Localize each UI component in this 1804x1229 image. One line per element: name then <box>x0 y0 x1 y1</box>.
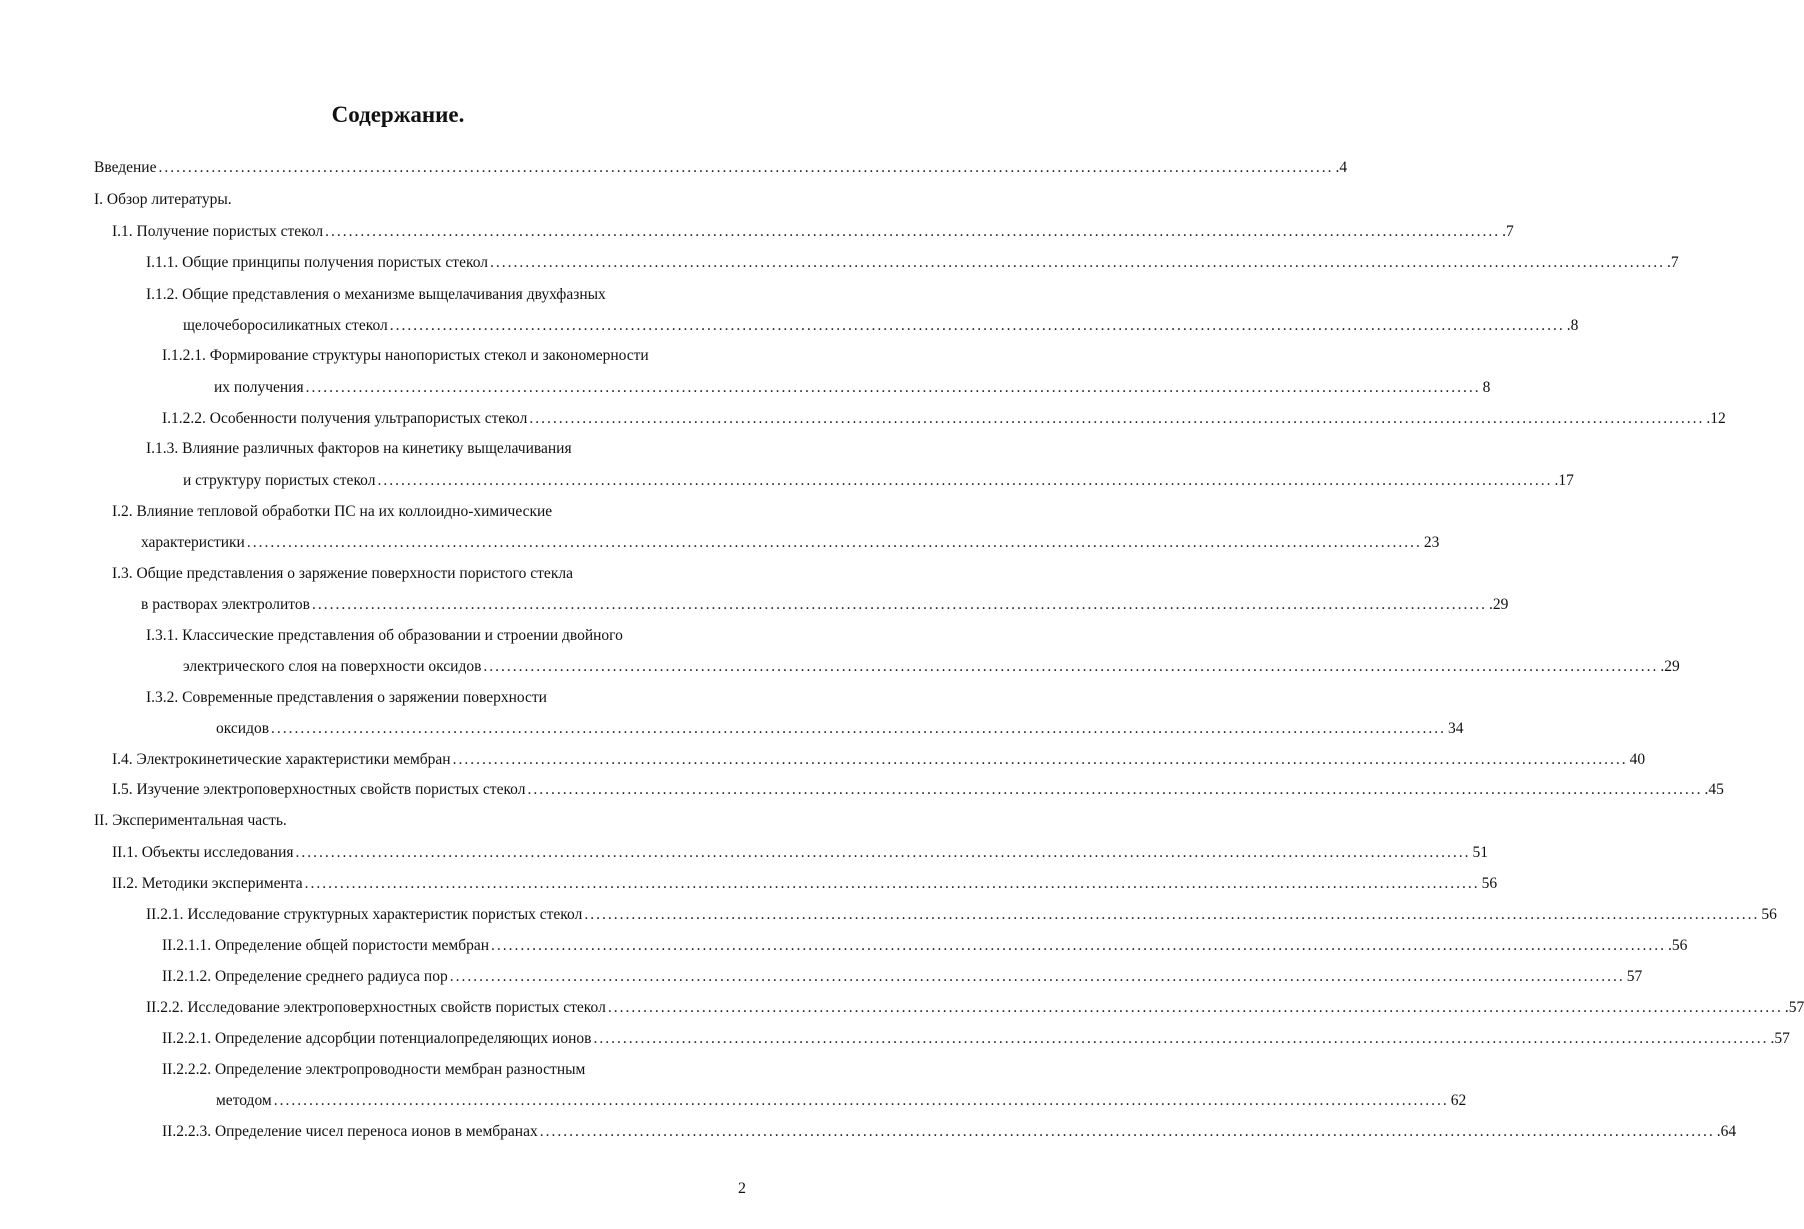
toc-entry-text: в растворах электролитов <box>141 596 310 613</box>
toc-entry <box>146 686 750 710</box>
toc-entry-text: и структуру пористых стекол <box>183 472 376 489</box>
toc-entry-text: II.2.2. Исследование электроповерхностных свойств пористых стекол <box>146 999 606 1016</box>
toc-entry-page: 56 <box>1481 875 1498 892</box>
toc-entry <box>94 809 750 833</box>
toc-entry <box>183 469 1574 493</box>
toc-entry-page: .8 <box>1566 317 1579 334</box>
toc-dot-leader: ........................................................................................................................................................................................................ <box>304 875 1480 892</box>
toc-entry-text: II.2.2.1. Определение адсорбции потенциалопределяющих ионов <box>162 1030 592 1047</box>
toc-entry-text: I.3.2. Современные представления о заряжении поверхности <box>146 689 547 706</box>
toc-entry-text: II.2.2.2. Определение электропроводности мембран разностным <box>162 1061 586 1078</box>
toc-entry <box>162 1027 1790 1051</box>
toc-entry <box>146 251 1679 275</box>
toc-entry-text: методом <box>216 1092 272 1109</box>
toc-entry-page: 56 <box>1761 906 1777 923</box>
toc-entry <box>94 156 1348 180</box>
toc-entry <box>162 934 1688 958</box>
toc-entry-text: оксидов <box>216 720 270 737</box>
toc-entry <box>112 500 750 524</box>
toc-entry-page: .56 <box>1668 937 1688 954</box>
toc-entry <box>112 778 1724 802</box>
toc-dot-leader: ........................................................................................................................................................................................................ <box>389 317 1565 334</box>
toc-entry-page: .17 <box>1554 472 1574 489</box>
toc-entry <box>112 220 1514 244</box>
toc-dot-leader: ........................................................................................................................................................................................................ <box>539 1123 1715 1140</box>
toc-entry-page: .7 <box>1502 223 1514 240</box>
toc-entry <box>162 344 750 368</box>
toc-dot-leader: ........................................................................................................................................................................................................ <box>377 472 1553 489</box>
toc-dot-leader: ........................................................................................................................................................................................................ <box>489 254 1665 271</box>
toc-entry <box>112 562 750 586</box>
toc-entry-text: I. Обзор литературы. <box>94 191 232 208</box>
toc-entry-text: II.2.1.1. Определение общей пористости мембран <box>162 937 490 954</box>
toc-entry-text: I.3. Общие представления о заряжение поверхности пористого стекла <box>112 565 573 582</box>
toc-entry <box>183 655 1680 679</box>
toc-entry-page: .64 <box>1716 1123 1737 1140</box>
toc-entry-page: .4 <box>1335 159 1348 176</box>
toc-dot-leader: ........................................................................................................................................................................................................ <box>273 1092 1449 1109</box>
toc-entry-text: I.1.2. Общие представления о механизме выщелачивания двухфазных <box>146 286 606 303</box>
toc-entry <box>141 593 1509 617</box>
toc-entry <box>162 1058 750 1082</box>
toc-dot-leader: ........................................................................................................................................................................................................ <box>271 720 1447 737</box>
toc-entry-text: I.1.2.2. Особенности получения ультрапористых стекол <box>162 410 528 427</box>
toc-entry-text: II.2.2.3. Определение чисел переноса ионов в мембранах <box>162 1123 538 1140</box>
page-title: Содержание. <box>331 102 465 127</box>
toc-dot-leader: ........................................................................................................................................................................................................ <box>607 999 1783 1016</box>
toc-dot-leader: ........................................................................................................................................................................................................ <box>527 781 1703 798</box>
toc-dot-leader: ........................................................................................................................................................................................................ <box>246 534 1422 551</box>
toc-entry-text: I.1.3. Влияние различных факторов на кинетику выщелачивания <box>146 440 572 457</box>
toc-entry <box>146 903 1777 927</box>
toc-entry-text: II.2.1. Исследование структурных характеристик пористых стекол <box>146 906 583 923</box>
toc-entry <box>146 624 750 648</box>
toc-entry-page: 57 <box>1626 968 1643 985</box>
toc-entry-text: II. Экспериментальная часть. <box>94 812 287 829</box>
toc-entry <box>112 841 1488 865</box>
toc-entry-page: .45 <box>1704 781 1724 798</box>
toc-entry-page: 62 <box>1450 1092 1467 1109</box>
toc-entry-page: .29 <box>1488 596 1509 613</box>
toc-entry-page: 40 <box>1629 751 1646 768</box>
toc-entry-page: .57 <box>1784 999 1804 1016</box>
toc-dot-leader: ........................................................................................................................................................................................................ <box>491 937 1667 954</box>
toc-entry <box>146 283 750 307</box>
toc-entry-text: электрического слоя на поверхности оксидов <box>183 658 482 675</box>
toc-entry <box>216 1089 1467 1113</box>
toc-entry <box>214 376 1491 400</box>
toc-entry-text: II.2.1.2. Определение среднего радиуса пор <box>162 968 448 985</box>
toc-dot-leader: ........................................................................................................................................................................................................ <box>483 658 1659 675</box>
toc-entry <box>146 437 750 461</box>
toc-entry <box>162 1120 1737 1144</box>
toc-entry <box>94 188 750 212</box>
toc-entry <box>162 965 1643 989</box>
toc-entry <box>141 531 1440 555</box>
toc-dot-leader: ........................................................................................................................................................................................................ <box>295 844 1471 861</box>
toc-dot-leader: ........................................................................................................................................................................................................ <box>305 379 1481 396</box>
toc-entry-text: I.1. Получение пористых стекол <box>112 223 324 240</box>
toc-entry-text: I.3.1. Классические представления об образовании и строении двойного <box>146 627 623 644</box>
toc-dot-leader: ........................................................................................................................................................................................................ <box>325 223 1501 240</box>
toc-entry-text: щелочеборосиликатных стекол <box>183 317 388 334</box>
toc-entry-text: Введение <box>94 159 157 176</box>
toc-entry-page: .57 <box>1770 1030 1790 1047</box>
toc-entry-page: .12 <box>1706 410 1726 427</box>
toc-entry-page: .29 <box>1660 658 1680 675</box>
toc-dot-leader: ........................................................................................................................................................................................................ <box>452 751 1628 768</box>
toc-entry-text: I.2. Влияние тепловой обработки ПС на их коллоидно-химические <box>112 503 553 520</box>
toc-entry <box>112 748 1646 772</box>
page-number: 2 <box>738 1180 746 1197</box>
toc-dot-leader: ........................................................................................................................................................................................................ <box>529 410 1705 427</box>
toc-entry-text: I.5. Изучение электроповерхностных свойств пористых стекол <box>112 781 526 798</box>
toc-entry-page: 51 <box>1472 844 1488 861</box>
toc-entry-text: I.1.1. Общие принципы получения пористых стекол <box>146 254 488 271</box>
toc-entry-text: I.4. Электрокинетические характеристики мембран <box>112 751 451 768</box>
toc-dot-leader: ........................................................................................................................................................................................................ <box>158 159 1334 176</box>
toc-entry <box>146 996 1804 1020</box>
toc-dot-leader: ........................................................................................................................................................................................................ <box>593 1030 1769 1047</box>
toc-entry-page: 23 <box>1423 534 1440 551</box>
toc-entry-page: .7 <box>1666 254 1679 271</box>
toc-dot-leader: ........................................................................................................................................................................................................ <box>584 906 1760 923</box>
toc-entry-page: 8 <box>1482 379 1491 396</box>
toc-entry-text: II.1. Объекты исследования <box>112 844 294 861</box>
toc-entry-text: характеристики <box>141 534 245 551</box>
toc-entry <box>112 872 1498 896</box>
toc-entry <box>216 717 1464 741</box>
toc-dot-leader: ........................................................................................................................................................................................................ <box>449 968 1625 985</box>
toc-dot-leader: ........................................................................................................................................................................................................ <box>311 596 1487 613</box>
toc-entry <box>183 314 1579 338</box>
toc-entry <box>162 407 1726 431</box>
toc-entry-text: I.1.2.1. Формирование структуры нанопористых стекол и закономерности <box>162 347 649 364</box>
toc-entry-page: 34 <box>1448 720 1464 737</box>
toc-entry-text: их получения <box>214 379 304 396</box>
toc-entry-text: II.2. Методики эксперимента <box>112 875 303 892</box>
